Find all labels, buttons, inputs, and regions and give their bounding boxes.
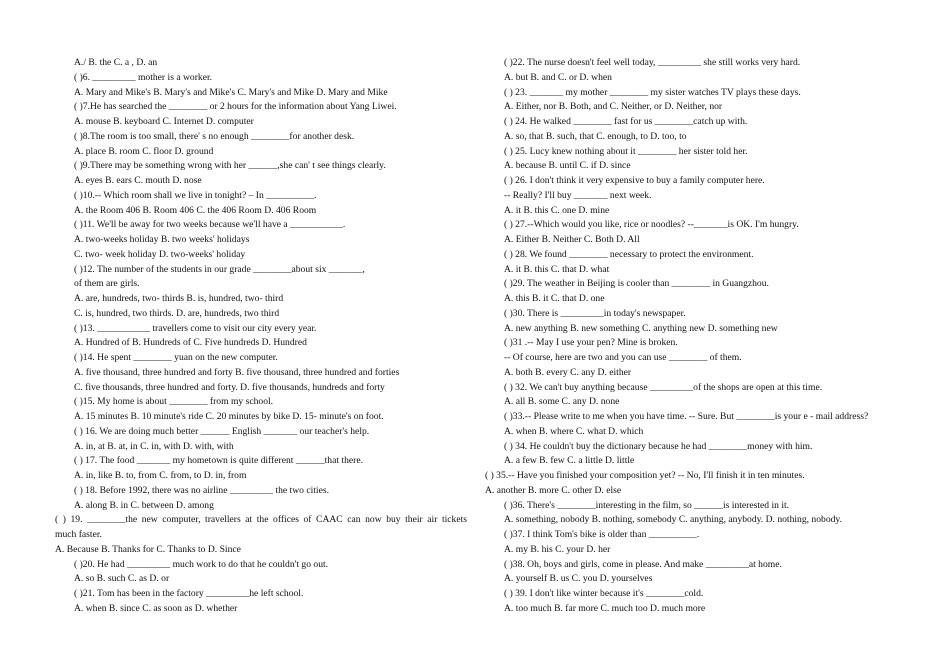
text-line: ( )38. Oh, boys and girls, come in please. And make _________at home.: [504, 558, 782, 570]
text-line: A. new anything B. new something C. anything new D. something new: [504, 322, 778, 334]
text-line: ( )29. The weather in Beijing is cooler than ________ in Guangzhou.: [504, 278, 769, 290]
text-line: ( ) 16. We are doing much better ______ English _______ our teacher's help.: [74, 425, 370, 437]
text-line: A. but B. and C. or D. when: [504, 71, 612, 83]
text-line: ( ) 25. Lucy knew nothing about it ________ her sister told her.: [504, 145, 748, 157]
text-line: -- Really? I'll buy _______ next week.: [504, 189, 652, 201]
text-line: A. in, like B. to, from C. from, to D. in, from: [74, 470, 247, 481]
text-line: A. it B. this C. that D. what: [504, 263, 610, 275]
text-line: A. two-weeks holiday B. two weeks' holidays: [74, 234, 250, 245]
text-line: A. so B. such C. as D. or: [74, 573, 170, 585]
text-line: A. when B. since C. as soon as D. whether: [74, 602, 238, 614]
text-line: ( ) 19. ________the new computer, travellers at the offices of CAAC can now buy their air tickets: [55, 514, 467, 526]
text-line: ( )10.-- Which room shall we live in tonight? – In __________.: [74, 189, 317, 201]
text-line: ( )12. The number of the students in our grade ________about six _______,: [74, 263, 365, 275]
text-line: A. eyes B. ears C. mouth D. nose: [74, 175, 202, 186]
text-line: A. both B. every C. any D. either: [504, 366, 632, 378]
text-line: A. Either B. Neither C. Both D. All: [504, 234, 640, 245]
text-line: A./ B. the C. a , D. an: [74, 57, 158, 68]
text-line: C. five thousands, three hundred and forty. D. five thousands, hundreds and forty: [74, 381, 385, 393]
text-line: A. Mary and Mike's B. Mary's and Mike's C. Mary's and Mike D. Mary and Mike: [74, 86, 388, 98]
text-line: ( ) 28. We found ________ necessary to protect the environment.: [504, 248, 754, 260]
text-line: A. along B. in C. between D. among: [74, 499, 214, 511]
right-column: [485, 56, 897, 617]
text-line: ( ) 17. The food _______ my hometown is quite different ______that there.: [74, 455, 364, 467]
text-line: ( ) 26. I don't think it very expensive to buy a family computer here.: [504, 175, 765, 186]
text-line: ( ) 23. _______ my mother ________ my sister watches TV plays these days.: [504, 86, 801, 98]
text-line: ( )22. The nurse doesn't feel well today, _________ she still works very hard.: [504, 57, 801, 68]
text-line: ( )8.The room is too small, there' s no enough ________for another desk.: [74, 130, 355, 142]
text-line: A. this B. it C. that D. one: [504, 293, 605, 304]
text-line: ( )13. ___________ travellers come to visit our city every year.: [74, 322, 317, 334]
text-line: A. Hundred of B. Hundreds of C. Five hundreds D. Hundred: [74, 337, 307, 349]
text-line: A. when B. where C. what D. which: [504, 425, 644, 437]
text-line: ( )30. There is _________in today's newspaper.: [504, 307, 686, 319]
text-line: ( ) 35.-- Have you finished your composition yet? -- No, I'll finish it in ten minutes.: [485, 470, 805, 481]
text-line: of them are girls.: [74, 278, 140, 290]
text-line: A. too much B. far more C. much too D. much more: [504, 602, 706, 614]
text-line: ( )21. Tom has been in the factory _________he left school.: [74, 588, 304, 599]
text-line: A. mouse B. keyboard C. Internet D. computer: [74, 116, 254, 127]
text-line: A. something, nobody B. nothing, somebody C. anything, anybody. D. nothing, nobody.: [504, 514, 842, 526]
text-line: A. yourself B. us C. you D. yourselves: [504, 573, 653, 585]
text-line: ( ) 39. I don't like winter because it's ________cold.: [504, 588, 704, 599]
left-column: [55, 56, 467, 617]
text-line: A. all B. some C. any D. none: [504, 396, 620, 408]
text-line: ( )33.-- Please write to me when you have time. -- Sure. But ________is your e - mail address?: [504, 411, 869, 422]
text-line: ( )36. There's ________interesting in the film, so ______is interested in it.: [504, 499, 790, 511]
text-line: much faster.: [55, 529, 102, 540]
text-line: A. 15 minutes B. 10 minute's ride C. 20 minutes by bike D. 15- minute's on foot.: [74, 411, 384, 422]
text-line: ( )15. My home is about ________ from my school.: [74, 396, 274, 408]
text-line: ( )7.He has searched the ________ or 2 hours for the information about Yang Liwei.: [74, 101, 397, 113]
text-line: ( ) 32. We can't buy anything because _________of the shops are open at this time.: [504, 381, 823, 393]
text-line: A. another B. more C. other D. else: [485, 484, 622, 496]
text-line: ( ) 34. He couldn't buy the dictionary because he had ________money with him.: [504, 440, 813, 452]
text-line: ( )31 .-- May I use your pen? Mine is broken.: [504, 337, 678, 349]
text-line: ( ) 24. He walked ________ fast for us ________catch up with.: [504, 116, 748, 127]
text-line: A. so, that B. such, that C. enough, to D. too, to: [504, 130, 687, 142]
text-line: ( )6. _________ mother is a worker.: [74, 71, 213, 83]
text-line: C. is, hundred, two thirds. D. are, hundreds, two third: [74, 307, 280, 319]
text-line: -- Of course, here are two and you can use ________ of them.: [504, 352, 742, 363]
text-line: ( )11. We'll be away for two weeks because we'll have a ___________.: [74, 219, 346, 231]
text-line: C. two- week holiday D. two-weeks' holiday: [74, 248, 246, 260]
text-line: ( )9.There may be something wrong with her ______,she can' t see things clearly.: [74, 160, 386, 172]
text-line: A. the Room 406 B. Room 406 C. the 406 Room D. 406 Room: [74, 204, 317, 216]
text-line: ( ) 18. Before 1992, there was no airline _________ the two cities.: [74, 484, 329, 496]
text-line: A. because B. until C. if D. since: [504, 160, 631, 172]
text-line: A. a few B. few C. a little D. little: [504, 455, 635, 467]
text-line: A. place B. room C. floor D. ground: [74, 145, 214, 157]
text-line: A. it B. this C. one D. mine: [504, 204, 610, 216]
text-line: ( ) 27.--Which would you like, rice or noodles? --_______is OK. I'm hungry.: [504, 219, 799, 231]
text-line: ( )14. He spent ________ yuan on the new computer.: [74, 352, 278, 363]
text-line: A. in, at B. at, in C. in, with D. with, with: [74, 440, 234, 452]
text-line: A. Either, nor B. Both, and C. Neither, or D. Neither, nor: [504, 101, 723, 113]
text-line: A. Because B. Thanks for C. Thanks to D. Since: [55, 543, 241, 555]
text-line: ( )37. I think Tom's bike is older than __________.: [504, 529, 700, 540]
text-line: A. my B. his C. your D. her: [504, 543, 611, 555]
text-line: A. five thousand, three hundred and forty B. five thousand, three hundred and forties: [74, 366, 400, 378]
text-line: A. are, hundreds, two- thirds B. is, hundred, two- third: [74, 293, 284, 304]
text-line: ( )20. He had _________ much work to do that he couldn't go out.: [74, 558, 329, 570]
